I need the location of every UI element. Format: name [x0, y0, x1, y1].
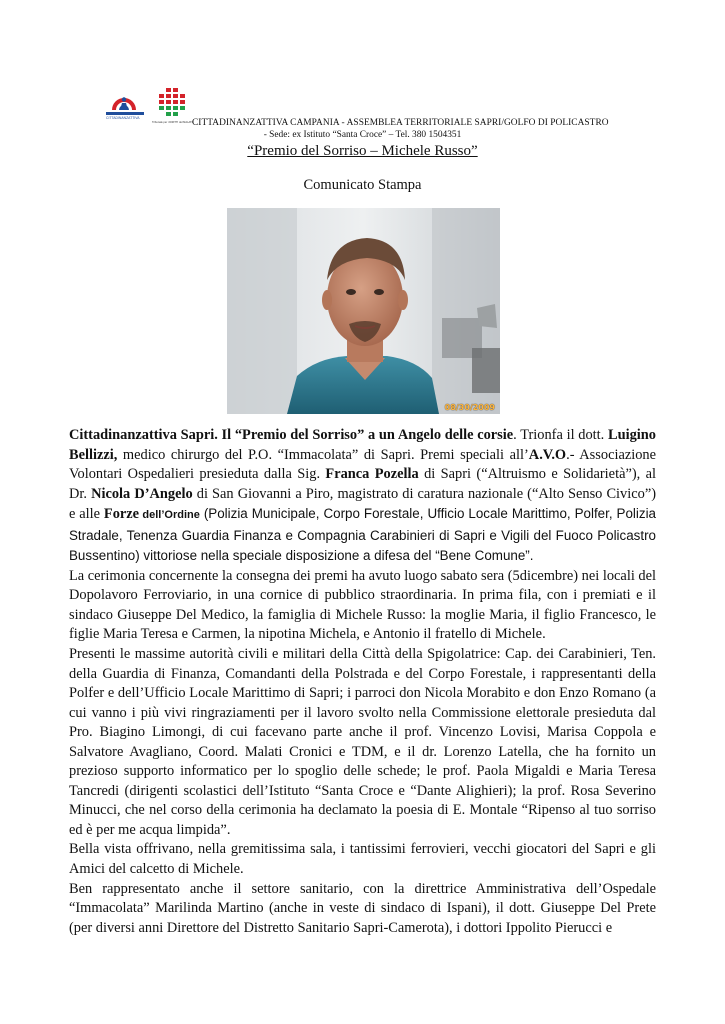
- paragraph-5: Ben rappresentato anche il settore sanitario, con la direttrice Amministrativa dell’Ospedale “Immacolata” Marilinda Martino (anche in veste di sindaco di Ispani), il dott. Giuseppe Del Prete (per diversi anni Direttore del Distretto Sanitario Sapri-Camerota), i dottori Ippolito Pierucci e: [69, 880, 656, 936]
- cittadinanzattiva-logo: [106, 97, 144, 120]
- paragraph-2: La cerimonia concernente la consegna dei premi ha avuto luogo sabato sera (5dicembre) nei locali del Dopolavoro Ferroviario, in una cornice di pubblico straordinaria. In prima fila, con i premiati e il sindaco Giuseppe Del Medico, la famiglia di Michele Russo: la moglie Maria, il figlio Francesco, le figlie Maria Teresa e Carmen, la nipotina Michela, e Antonio il fratello di Michele.: [69, 567, 656, 643]
- name-pozella: Franca Pozella: [325, 466, 419, 483]
- page-subtitle: Comunicato Stampa: [303, 177, 422, 193]
- header-logos: [106, 88, 198, 126]
- lead-bold: Cittadinanzattiva Sapri. Il “Premio del Sorriso” a un Angelo delle corsie: [69, 427, 514, 443]
- portrait-photo: [227, 208, 500, 414]
- paragraph-1: Cittadinanzattiva Sapri. Il “Premio del Sorriso” a un Angelo delle corsie. Trionfa il dott. Luigino Bellizzi, medico chirurgo del P.O. “Immacolata” di Sapri. Premi speciali all’A.V.O.- Associazione Volontari Ospedalieri presieduta dalla Sig. Franca Pozella di Sapri (“Altruismo e Solidarietà”), al Dr. Nicola D’Angelo di San Giovanni a Piro, magistrato di caratura nazionale (“Alto Senso Civico”) e alle Forze dell’Ordine (Polizia Municipale, Corpo Forestale, Ufficio Locale Marittimo, Polfer, Polizia Stradale, Tenenza Guardia Finanza e Compagnia Carabinieri di Sapri e Vigili del Fuoco Policastro Bussentino) vittoriose nella speciale disposizione a difesa del “Bene Comune”.: [69, 427, 657, 564]
- logo-left-text: CITTADINANZATTIVA: [106, 116, 140, 120]
- name-bellizzi: Luigino Bellizzi,: [69, 427, 656, 463]
- forze-list: (Polizia Municipale, Corpo Forestale, Ufficio Locale Marittimo, Polfer, Polizia Stradale, Tenenza Guardia Finanza e Compagnia Carabinieri di Sapri e Vigili del Fuoco Policastro Bussentino) vittoriose nella speciale disposizione a difesa del “Bene Comune”.: [69, 506, 657, 564]
- photo-date-stamp: 08/30/2009: [444, 403, 495, 412]
- tdm-logo: [152, 88, 194, 124]
- org-header-line: CITTADINANZATTIVA CAMPANIA - ASSEMBLEA TERRITORIALE SAPRI/GOLFO DI POLICASTRO: [192, 118, 609, 128]
- paragraph-4: Bella vista offrivano, nella gremitissima sala, i tantissimi ferrovieri, vecchi giocatori del Sapri e gli Amici del calcetto di Michele.: [69, 841, 656, 878]
- org-sede-line: - Sede: ex Istituto “Santa Croce” – Tel. 380 1504351: [263, 130, 462, 140]
- forze-bold: Forze: [103, 506, 140, 523]
- name-avo: A.V.O: [528, 446, 567, 463]
- article-body: [69, 426, 656, 938]
- paragraph-3: Presenti le massime autorità civili e militari della Città della Spigolatrice: Cap. dei Carabinieri, Ten. della Guardia di Finanza, Comandanti della Polstrada e del Corpo Forestale, i rappresentanti della Polfer e dell’Ufficio Locale Marittimo di Sapri; i parroci don Nicola Morabito e don Enzo Romano (a cui vanno i più vivi ringraziamenti per il lavoro svolto nella Commissione elettorale presieduta dal Pro. Biagino Limongi, di cui facevano parte anche il prof. Vincenzo Lovisi, Marisa Coppola e Salvatore Avagliano, Coord. Malati Cronici e TDM, e il dr. Lorenzo Latella, che ha fornito un prezioso supporto informatico per lo spoglio delle schede; le prof. Paola Migaldi e Maria Teresa Tancredi (dirigenti scolastici dell’Istituto “Santa Croce e “Dante Alighieri); la prof. Rosa Severino Minucci, che nel corso della cerimonia ha declamato la poesia di E. Montale “Ripenso al tuo sorriso ed è per me acqua limpida”.: [69, 646, 656, 838]
- name-dangelo: Nicola D’Angelo: [91, 485, 193, 502]
- portrait-image: [227, 208, 500, 414]
- logo-right-text: Tribunale per i DIRITTI del MALATO: [152, 121, 194, 124]
- page-title: “Premio del Sorriso – Michele Russo”: [247, 143, 478, 159]
- dellordine-bold: dell’Ordine: [139, 509, 200, 522]
